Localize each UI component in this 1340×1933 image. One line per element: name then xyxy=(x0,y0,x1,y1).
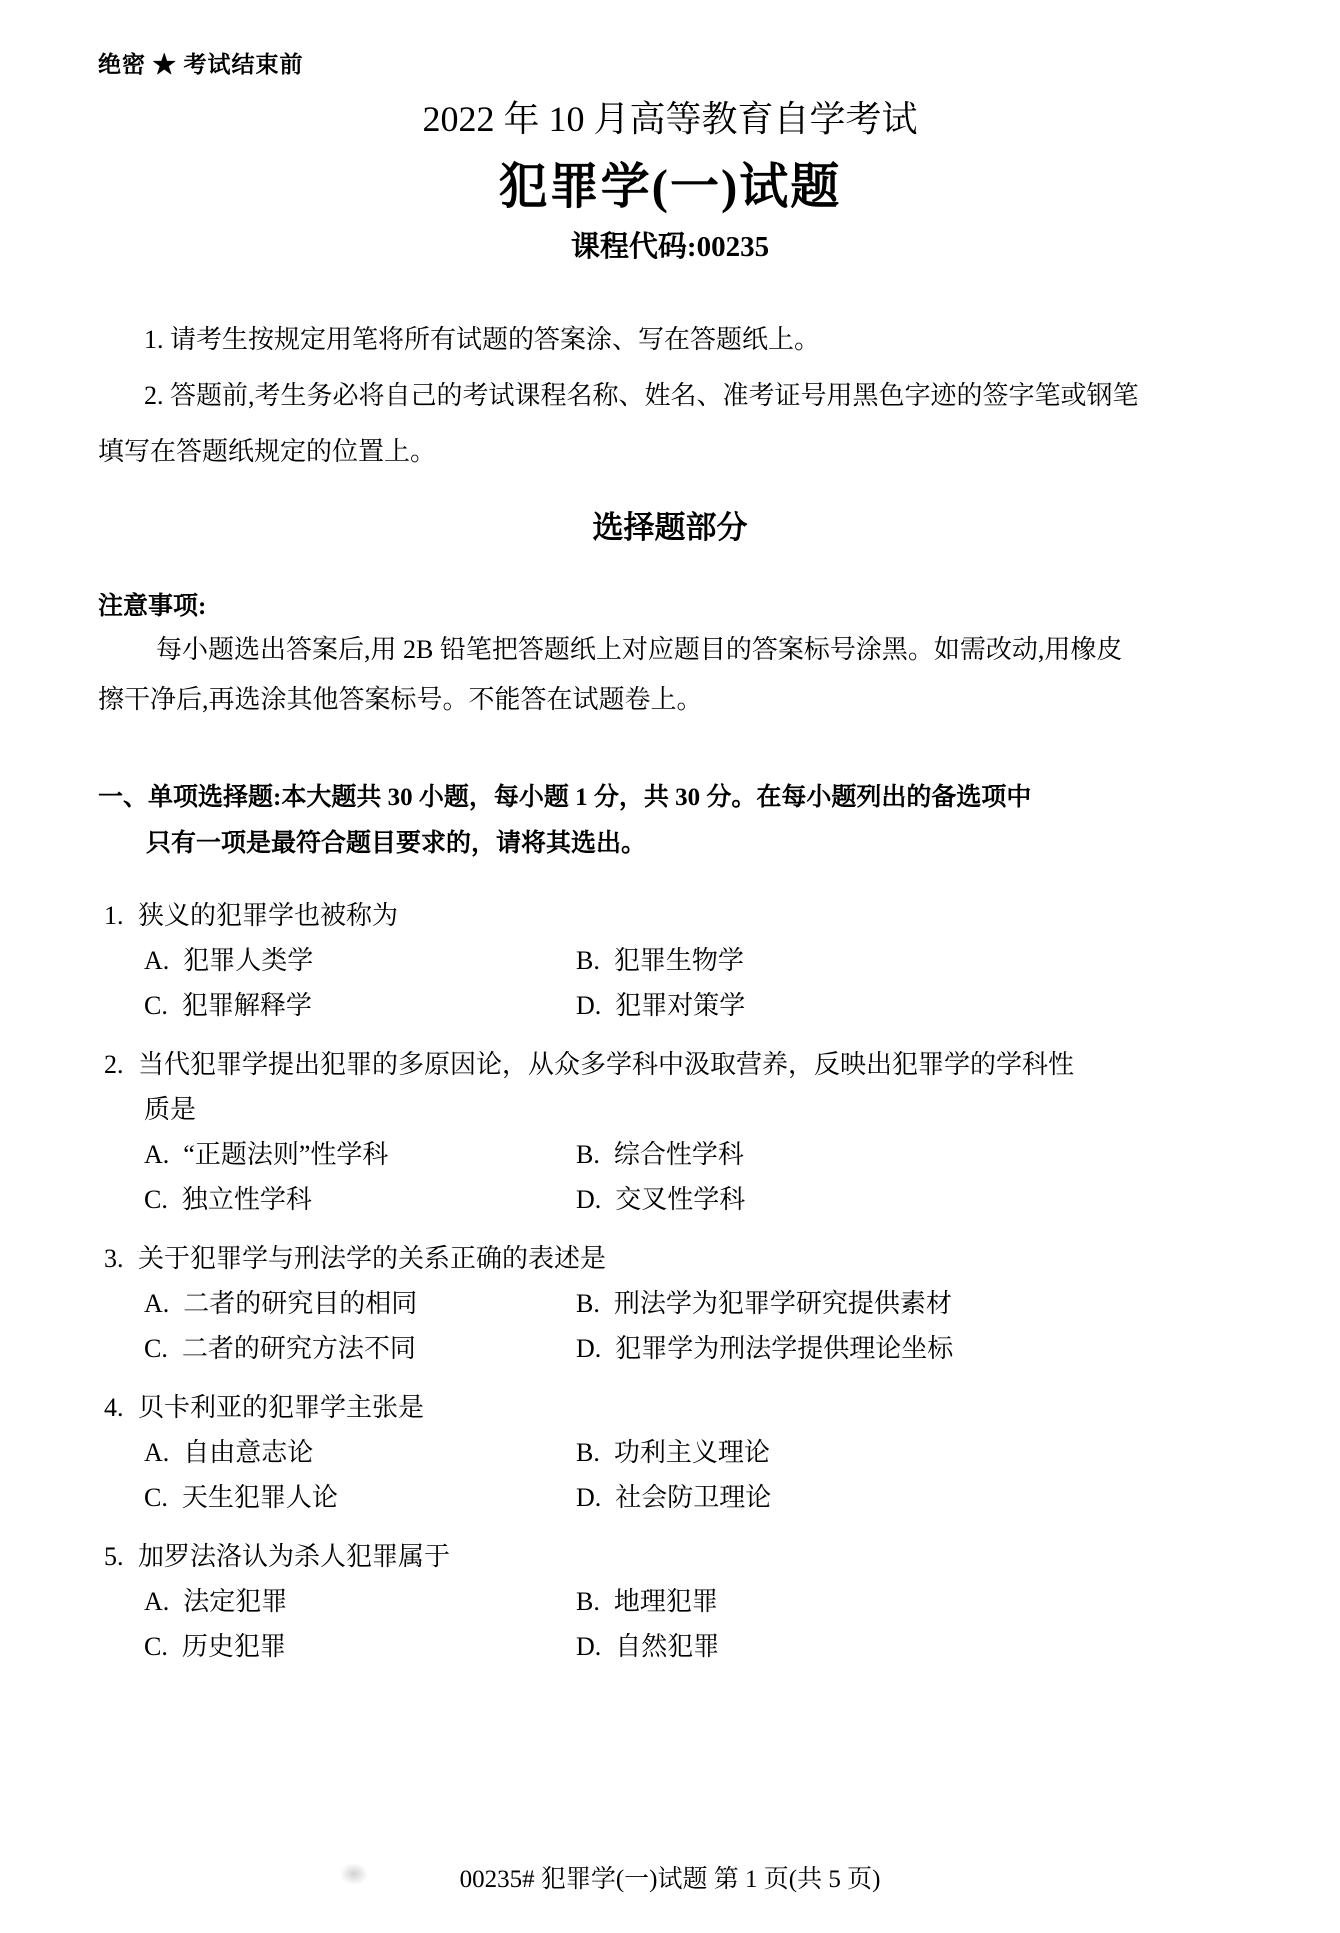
part1-heading-line2: 只有一项是最符合题目要求的，请将其选出。 xyxy=(146,830,647,857)
option-2B xyxy=(576,1132,1242,1177)
option-label: B. xyxy=(576,1140,600,1169)
instruction-2-line1: 2. 答题前,考生务必将自己的考试课程名称、姓名、准考证号用黑色字迹的签字笔或钢笔 xyxy=(144,381,1139,410)
option-text: “正题法则”性学科 xyxy=(183,1140,389,1169)
option-text: 犯罪对策学 xyxy=(615,991,746,1020)
option-4A xyxy=(144,1430,576,1475)
option-label: A. xyxy=(144,1140,170,1169)
page-footer: 00235# 犯罪学(一)试题 第 1 页(共 5 页) xyxy=(459,1866,881,1893)
paper-title: 犯罪学(一)试题 xyxy=(498,159,842,214)
option-label: D. xyxy=(576,1185,602,1214)
option-text: 法定犯罪 xyxy=(183,1587,288,1616)
notes-label: 注意事项: xyxy=(98,593,207,620)
question-number: 1. xyxy=(104,901,124,930)
question-stem: 关于犯罪学与刑法学的关系正确的表述是 xyxy=(138,1244,607,1273)
option-label: C. xyxy=(144,991,168,1020)
question-1 xyxy=(98,893,1242,1028)
option-label: A. xyxy=(144,1289,170,1318)
option-label: A. xyxy=(144,946,170,975)
option-2C xyxy=(144,1177,576,1222)
option-label: B. xyxy=(576,946,600,975)
option-text: 地理犯罪 xyxy=(613,1587,718,1616)
option-label: D. xyxy=(576,1632,602,1661)
course-code: 课程代码:00235 xyxy=(570,231,770,263)
option-4B xyxy=(576,1430,1242,1475)
question-4 xyxy=(98,1385,1242,1520)
option-text: 天生犯罪人论 xyxy=(181,1483,338,1512)
question-stem: 加罗法洛认为杀人犯罪属于 xyxy=(138,1542,451,1571)
option-text: 二者的研究目的相同 xyxy=(183,1289,418,1318)
option-text: 犯罪生物学 xyxy=(613,946,744,975)
option-label: C. xyxy=(144,1334,168,1363)
part1-heading xyxy=(98,775,1242,867)
question-3 xyxy=(98,1236,1242,1371)
option-label: C. xyxy=(144,1632,168,1661)
option-text: 犯罪学为刑法学提供理论坐标 xyxy=(615,1334,954,1363)
option-label: D. xyxy=(576,1483,602,1512)
question-number: 4. xyxy=(104,1393,124,1422)
question-number: 5. xyxy=(104,1542,124,1571)
option-text: 功利主义理论 xyxy=(613,1438,770,1467)
question-stem-line xyxy=(98,1385,1242,1430)
option-row xyxy=(98,1132,1242,1177)
option-text: 独立性学科 xyxy=(181,1185,312,1214)
question-stem-line xyxy=(98,1236,1242,1281)
option-1A xyxy=(144,938,576,983)
option-3A xyxy=(144,1281,576,1326)
option-label: C. xyxy=(144,1185,168,1214)
option-5B xyxy=(576,1579,1242,1624)
general-instructions xyxy=(98,317,1242,475)
option-5C xyxy=(144,1624,576,1669)
exam-session-title: 2022 年 10 月高等教育自学考试 xyxy=(422,99,918,139)
question-stem-line xyxy=(98,1534,1242,1579)
option-5A xyxy=(144,1579,576,1624)
option-row xyxy=(98,1430,1242,1475)
option-row xyxy=(98,1281,1242,1326)
option-row xyxy=(98,938,1242,983)
option-4D xyxy=(576,1475,1242,1520)
question-2 xyxy=(98,1042,1242,1222)
question-number: 3. xyxy=(104,1244,124,1273)
question-stem-continued: 质是 xyxy=(144,1095,197,1124)
option-1B xyxy=(576,938,1242,983)
option-row xyxy=(98,983,1242,1028)
option-text: 刑法学为犯罪学研究提供素材 xyxy=(613,1289,952,1318)
option-label: A. xyxy=(144,1438,170,1467)
option-5D xyxy=(576,1624,1242,1669)
notes-line1: 每小题选出答案后,用 2B 铅笔把答题纸上对应题目的答案标号涂黑。如需改动,用橡皮 xyxy=(156,635,1123,664)
option-text: 交叉性学科 xyxy=(615,1185,746,1214)
section-title: 选择题部分 xyxy=(592,510,748,545)
option-text: 综合性学科 xyxy=(613,1140,744,1169)
option-1D xyxy=(576,983,1242,1028)
option-row xyxy=(98,1326,1242,1371)
option-text: 自由意志论 xyxy=(183,1438,314,1467)
instruction-2-line2: 填写在答题纸规定的位置上。 xyxy=(98,437,437,466)
option-row xyxy=(98,1624,1242,1669)
option-row xyxy=(98,1579,1242,1624)
option-row xyxy=(98,1475,1242,1520)
option-text: 自然犯罪 xyxy=(615,1632,720,1661)
option-label: B. xyxy=(576,1587,600,1616)
option-label: D. xyxy=(576,1334,602,1363)
option-1C xyxy=(144,983,576,1028)
question-stem: 当代犯罪学提出犯罪的多原因论，从众多学科中汲取营养，反映出犯罪学的学科性 xyxy=(138,1050,1075,1079)
option-3C xyxy=(144,1326,576,1371)
option-2A xyxy=(144,1132,576,1177)
option-text: 犯罪解释学 xyxy=(181,991,312,1020)
question-list xyxy=(98,893,1242,1669)
question-5 xyxy=(98,1534,1242,1669)
option-3D xyxy=(576,1326,1242,1371)
option-text: 社会防卫理论 xyxy=(615,1483,772,1512)
option-row xyxy=(98,1177,1242,1222)
option-text: 二者的研究方法不同 xyxy=(181,1334,416,1363)
part1-heading-line1: 一、单项选择题:本大题共 30 小题，每小题 1 分，共 30 分。在每小题列出的备选项中 xyxy=(98,784,1032,811)
option-label: A. xyxy=(144,1587,170,1616)
question-stem-line xyxy=(98,893,1242,938)
option-3B xyxy=(576,1281,1242,1326)
option-text: 犯罪人类学 xyxy=(183,946,314,975)
option-label: D. xyxy=(576,991,602,1020)
option-label: B. xyxy=(576,1438,600,1467)
option-4C xyxy=(144,1475,576,1520)
option-label: B. xyxy=(576,1289,600,1318)
question-stem: 贝卡利亚的犯罪学主张是 xyxy=(138,1393,425,1422)
question-number: 2. xyxy=(104,1050,124,1079)
security-classification: 绝密 ★ 考试结束前 xyxy=(98,52,304,77)
instruction-1: 1. 请考生按规定用笔将所有试题的答案涂、写在答题纸上。 xyxy=(144,325,821,354)
question-stem: 狭义的犯罪学也被称为 xyxy=(138,901,399,930)
option-text: 历史犯罪 xyxy=(181,1632,286,1661)
question-stem-line xyxy=(98,1042,1242,1087)
option-label: C. xyxy=(144,1483,168,1512)
notes-line2: 擦干净后,再选涂其他答案标号。不能答在试题卷上。 xyxy=(98,685,703,714)
option-2D xyxy=(576,1177,1242,1222)
notes-paragraph xyxy=(98,627,1242,723)
